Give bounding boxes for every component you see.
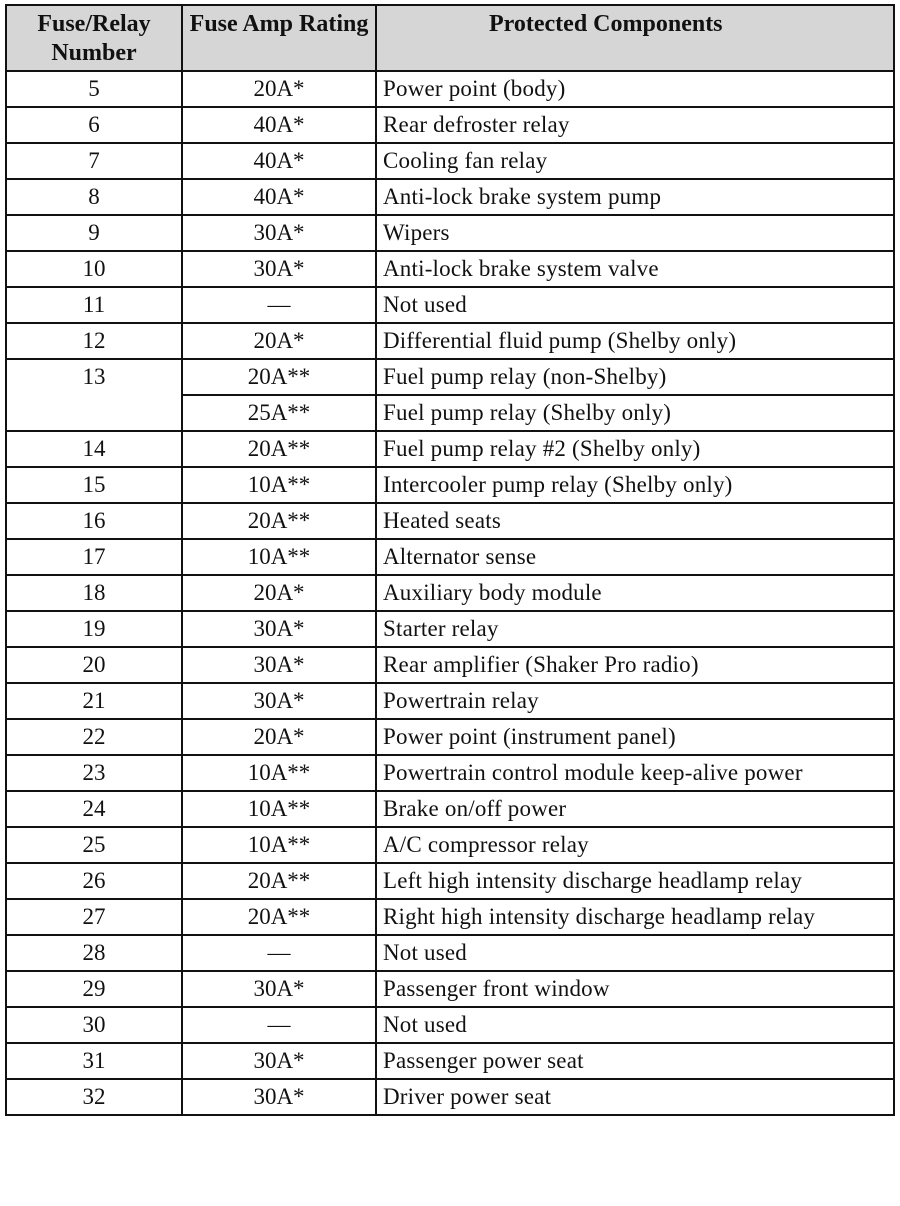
- amp-rating: —: [182, 1007, 376, 1043]
- amp-rating: 20A**: [182, 431, 376, 467]
- amp-rating: 40A*: [182, 143, 376, 179]
- protected-component: Alternator sense: [376, 539, 894, 575]
- amp-rating: 30A*: [182, 1079, 376, 1115]
- fuse-number: 10: [6, 251, 182, 287]
- header-protected-components: Protected Components: [376, 5, 894, 71]
- protected-component: Anti-lock brake system pump: [376, 179, 894, 215]
- fuse-number: 31: [6, 1043, 182, 1079]
- amp-rating: 30A*: [182, 215, 376, 251]
- fuse-number: 5: [6, 71, 182, 107]
- table-row: [6, 323, 894, 359]
- protected-component: Starter relay: [376, 611, 894, 647]
- table-row: [6, 1043, 894, 1079]
- fuse-number: 27: [6, 899, 182, 935]
- protected-component: Heated seats: [376, 503, 894, 539]
- fuse-number: 15: [6, 467, 182, 503]
- table-row: [6, 359, 894, 395]
- protected-component: Anti-lock brake system valve: [376, 251, 894, 287]
- fuse-number: 13: [6, 359, 182, 431]
- protected-component: Not used: [376, 1007, 894, 1043]
- amp-rating: 30A*: [182, 971, 376, 1007]
- amp-rating: 10A**: [182, 755, 376, 791]
- amp-rating: 10A**: [182, 827, 376, 863]
- fuse-number: 21: [6, 683, 182, 719]
- table-row: [6, 611, 894, 647]
- protected-component: Rear amplifier (Shaker Pro radio): [376, 647, 894, 683]
- amp-rating: 30A*: [182, 611, 376, 647]
- table-row: [6, 1007, 894, 1043]
- table-row: [6, 899, 894, 935]
- amp-rating: 10A**: [182, 467, 376, 503]
- fuse-number: 30: [6, 1007, 182, 1043]
- protected-component: Not used: [376, 935, 894, 971]
- fuse-number: 14: [6, 431, 182, 467]
- protected-component: Fuel pump relay (non-Shelby): [376, 359, 894, 395]
- fuse-number: 25: [6, 827, 182, 863]
- table-row: [6, 863, 894, 899]
- fuse-number: 17: [6, 539, 182, 575]
- table-header-row: [6, 5, 894, 71]
- amp-rating: 20A**: [182, 359, 376, 395]
- protected-component: Fuel pump relay #2 (Shelby only): [376, 431, 894, 467]
- protected-component: Fuel pump relay (Shelby only): [376, 395, 894, 431]
- protected-component: Differential fluid pump (Shelby only): [376, 323, 894, 359]
- amp-rating: 30A*: [182, 1043, 376, 1079]
- protected-component: Power point (instrument panel): [376, 719, 894, 755]
- table-row: [6, 791, 894, 827]
- protected-component: Powertrain relay: [376, 683, 894, 719]
- table-row: [6, 755, 894, 791]
- fuse-number: 24: [6, 791, 182, 827]
- amp-rating: 20A**: [182, 503, 376, 539]
- fuse-number: 28: [6, 935, 182, 971]
- table-row: [6, 215, 894, 251]
- header-fuse-relay-number: Fuse/Relay Number: [6, 5, 182, 71]
- fuse-number: 20: [6, 647, 182, 683]
- protected-component: Rear defroster relay: [376, 107, 894, 143]
- table-row: [6, 431, 894, 467]
- table-row: [6, 467, 894, 503]
- protected-component: Power point (body): [376, 71, 894, 107]
- protected-component: Intercooler pump relay (Shelby only): [376, 467, 894, 503]
- table-row: [6, 539, 894, 575]
- table-row: [6, 503, 894, 539]
- fuse-number: 26: [6, 863, 182, 899]
- fuse-number: 6: [6, 107, 182, 143]
- amp-rating: 30A*: [182, 683, 376, 719]
- table-row: [6, 575, 894, 611]
- protected-component: Cooling fan relay: [376, 143, 894, 179]
- amp-rating: 30A*: [182, 251, 376, 287]
- amp-rating: 30A*: [182, 647, 376, 683]
- protected-component: A/C compressor relay: [376, 827, 894, 863]
- fuse-number: 9: [6, 215, 182, 251]
- protected-component: Not used: [376, 287, 894, 323]
- amp-rating: 20A*: [182, 575, 376, 611]
- table-row: [6, 647, 894, 683]
- fuse-number: 32: [6, 1079, 182, 1115]
- table-row: [6, 971, 894, 1007]
- protected-component: Left high intensity discharge headlamp relay: [376, 863, 894, 899]
- amp-rating: 25A**: [182, 395, 376, 431]
- table-row: [6, 719, 894, 755]
- table-row: [6, 287, 894, 323]
- fuse-relay-table: [5, 4, 895, 1116]
- table-row: [6, 143, 894, 179]
- protected-component: Auxiliary body module: [376, 575, 894, 611]
- protected-component: Driver power seat: [376, 1079, 894, 1115]
- table-row: [6, 827, 894, 863]
- fuse-number: 18: [6, 575, 182, 611]
- fuse-number: 29: [6, 971, 182, 1007]
- table-row: [6, 71, 894, 107]
- protected-component: Right high intensity discharge headlamp relay: [376, 899, 894, 935]
- fuse-number: 7: [6, 143, 182, 179]
- amp-rating: —: [182, 287, 376, 323]
- table-row: [6, 1079, 894, 1115]
- table-row: [6, 179, 894, 215]
- amp-rating: 40A*: [182, 179, 376, 215]
- fuse-number: 11: [6, 287, 182, 323]
- amp-rating: 20A**: [182, 863, 376, 899]
- fuse-number: 16: [6, 503, 182, 539]
- protected-component: Passenger front window: [376, 971, 894, 1007]
- fuse-number: 22: [6, 719, 182, 755]
- amp-rating: 40A*: [182, 107, 376, 143]
- protected-component: Passenger power seat: [376, 1043, 894, 1079]
- table-row: [6, 683, 894, 719]
- table-row: [6, 251, 894, 287]
- amp-rating: 20A*: [182, 719, 376, 755]
- table-row: [6, 107, 894, 143]
- amp-rating: 20A*: [182, 71, 376, 107]
- amp-rating: 20A**: [182, 899, 376, 935]
- protected-component: Powertrain control module keep-alive power: [376, 755, 894, 791]
- amp-rating: —: [182, 935, 376, 971]
- amp-rating: 10A**: [182, 539, 376, 575]
- fuse-number: 8: [6, 179, 182, 215]
- fuse-number: 19: [6, 611, 182, 647]
- fuse-number: 23: [6, 755, 182, 791]
- header-fuse-amp-rating: Fuse Amp Rating: [182, 5, 376, 71]
- protected-component: Wipers: [376, 215, 894, 251]
- fuse-number: 12: [6, 323, 182, 359]
- amp-rating: 20A*: [182, 323, 376, 359]
- table-row: [6, 935, 894, 971]
- amp-rating: 10A**: [182, 791, 376, 827]
- protected-component: Brake on/off power: [376, 791, 894, 827]
